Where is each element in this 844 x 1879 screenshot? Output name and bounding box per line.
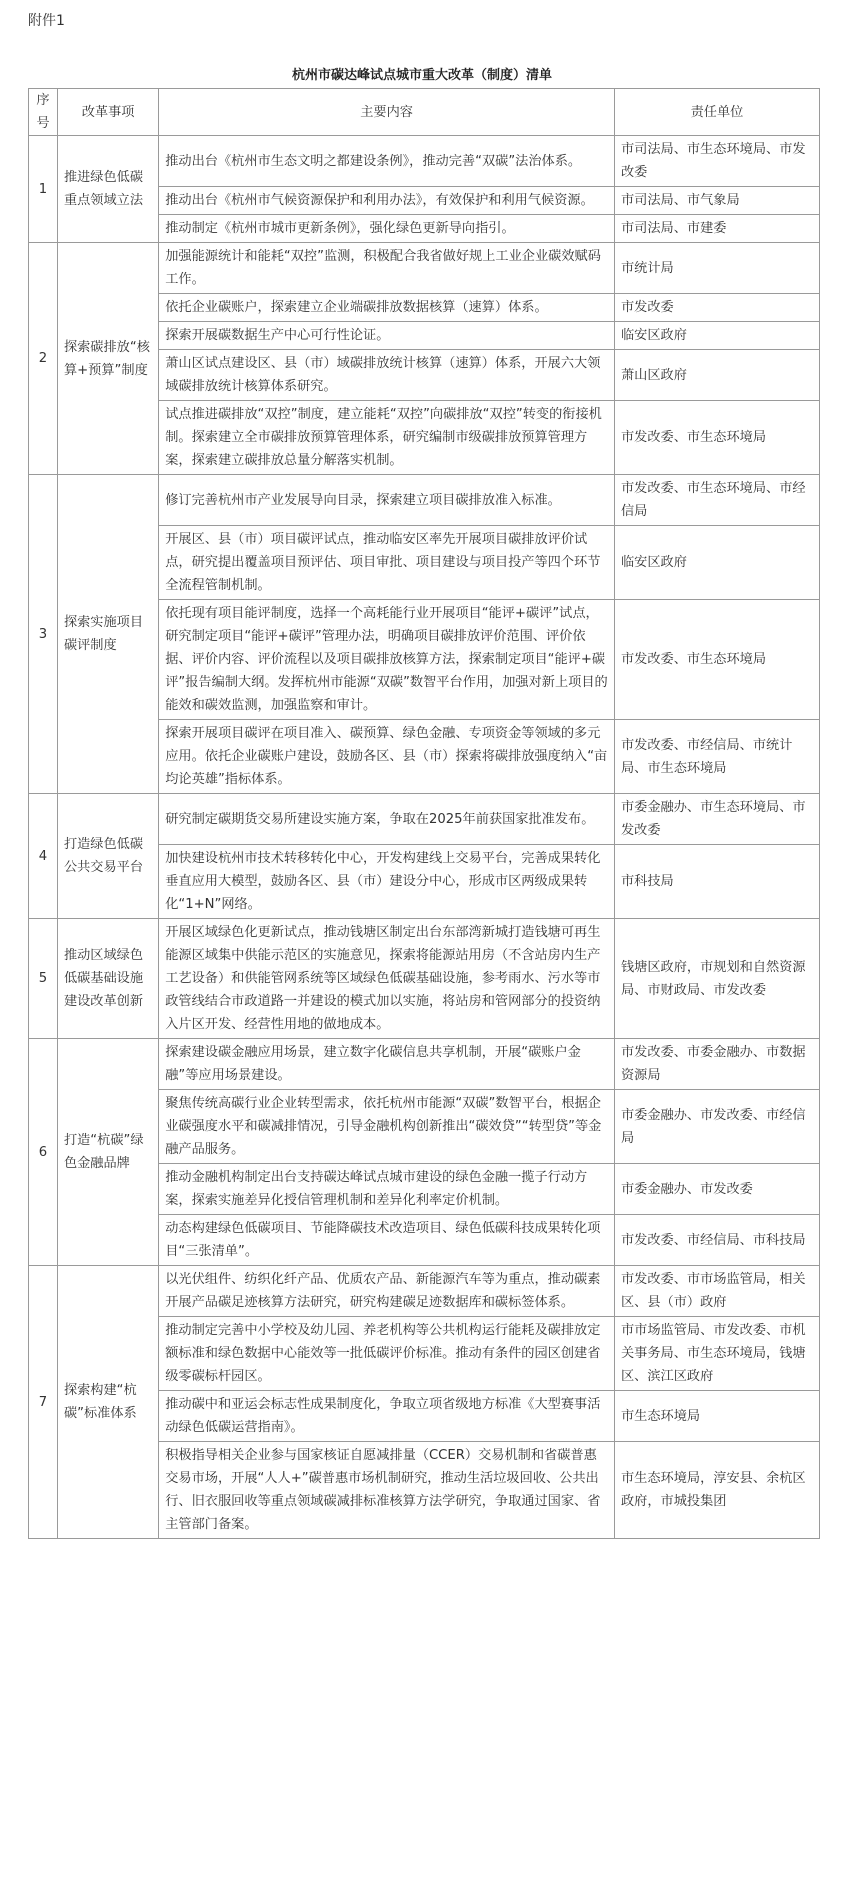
reform-item: 推进绿色低碳重点领域立法 bbox=[57, 136, 158, 243]
responsible-unit-cell: 市委金融办、市发改委、市经信局 bbox=[615, 1090, 820, 1164]
table-header-row bbox=[29, 89, 820, 136]
main-content-cell: 探索开展项目碳评在项目准入、碳预算、绿色金融、专项资金等领域的多元应用。依托企业碳账户建设，鼓励各区、县（市）探索将碳排放强度纳入“亩均论英雄”指标体系。 bbox=[159, 720, 615, 794]
reform-number: 3 bbox=[29, 475, 58, 794]
reform-item: 探索实施项目碳评制度 bbox=[57, 475, 158, 794]
responsible-unit-cell: 市司法局、市建委 bbox=[615, 215, 820, 243]
reform-item: 推动区域绿色低碳基础设施建设改革创新 bbox=[57, 919, 158, 1039]
table-row bbox=[29, 1039, 820, 1090]
reform-number: 1 bbox=[29, 136, 58, 243]
main-content-cell: 依托企业碳账户，探索建立企业端碳排放数据核算（速算）体系。 bbox=[159, 294, 615, 322]
main-content-cell: 推动制定《杭州市城市更新条例》，强化绿色更新导向指引。 bbox=[159, 215, 615, 243]
table-row bbox=[29, 475, 820, 526]
responsible-unit-cell: 市生态环境局 bbox=[615, 1391, 820, 1442]
responsible-unit-cell: 市发改委、市市场监管局，相关区、县（市）政府 bbox=[615, 1266, 820, 1317]
main-content-cell: 研究制定碳期货交易所建设实施方案，争取在2025年前获国家批准发布。 bbox=[159, 794, 615, 845]
responsible-unit-cell: 市发改委、市生态环境局 bbox=[615, 401, 820, 475]
reform-number: 2 bbox=[29, 243, 58, 475]
main-content-cell: 修订完善杭州市产业发展导向目录，探索建立项目碳排放准入标准。 bbox=[159, 475, 615, 526]
responsible-unit-cell: 市生态环境局，淳安县、余杭区政府，市城投集团 bbox=[615, 1442, 820, 1539]
main-content-cell: 推动制定完善中小学校及幼儿园、养老机构等公共机构运行能耗及碳排放定额标准和绿色数据中心能效等一批低碳评价标准。推动有条件的园区创建省级零碳标杆园区。 bbox=[159, 1317, 615, 1391]
responsible-unit-cell: 钱塘区政府，市规划和自然资源局、市财政局、市发改委 bbox=[615, 919, 820, 1039]
main-content-cell: 加快建设杭州市技术转移转化中心，开发构建线上交易平台，完善成果转化垂直应用大模型，鼓励各区、县（市）建设分中心，形成市区两级成果转化“1+N”网络。 bbox=[159, 845, 615, 919]
responsible-unit-cell: 市统计局 bbox=[615, 243, 820, 294]
reform-number: 5 bbox=[29, 919, 58, 1039]
main-content-cell: 推动金融机构制定出台支持碳达峰试点城市建设的绿色金融一揽子行动方案，探索实施差异化授信管理机制和差异化利率定价机制。 bbox=[159, 1164, 615, 1215]
responsible-unit-cell: 市委金融办、市发改委 bbox=[615, 1164, 820, 1215]
responsible-unit-cell: 市发改委、市委金融办、市数据资源局 bbox=[615, 1039, 820, 1090]
responsible-unit-cell: 市发改委、市生态环境局 bbox=[615, 600, 820, 720]
responsible-unit-cell: 临安区政府 bbox=[615, 526, 820, 600]
responsible-unit-cell: 市发改委、市经信局、市科技局 bbox=[615, 1215, 820, 1266]
table-row bbox=[29, 794, 820, 845]
main-content-cell: 推动出台《杭州市气候资源保护和利用办法》，有效保护和利用气候资源。 bbox=[159, 187, 615, 215]
header-item: 改革事项 bbox=[57, 89, 158, 136]
main-content-cell: 试点推进碳排放“双控”制度，建立能耗“双控”向碳排放“双控”转变的衔接机制。探索建立全市碳排放预算管理体系，研究编制市级碳排放预算管理方案，探索建立碳排放总量分解落实机制。 bbox=[159, 401, 615, 475]
main-content-cell: 推动出台《杭州市生态文明之都建设条例》，推动完善“双碳”法治体系。 bbox=[159, 136, 615, 187]
table-row bbox=[29, 919, 820, 1039]
table-row bbox=[29, 136, 820, 187]
attachment-label: 附件1 bbox=[28, 13, 65, 29]
main-content-cell: 萧山区试点建设区、县（市）域碳排放统计核算（速算）体系，开展六大领域碳排放统计核算体系研究。 bbox=[159, 350, 615, 401]
responsible-unit-cell: 市发改委、市生态环境局、市经信局 bbox=[615, 475, 820, 526]
reform-number: 7 bbox=[29, 1266, 58, 1539]
reform-item: 探索碳排放“核算+预算”制度 bbox=[57, 243, 158, 475]
responsible-unit-cell: 市市场监管局、市发改委、市机关事务局、市生态环境局，钱塘区、滨江区政府 bbox=[615, 1317, 820, 1391]
reform-item: 打造绿色低碳公共交易平台 bbox=[57, 794, 158, 919]
responsible-unit-cell: 市司法局、市气象局 bbox=[615, 187, 820, 215]
main-content-cell: 聚焦传统高碳行业企业转型需求，依托杭州市能源“双碳”数智平台，根据企业碳强度水平和碳减排情况，引导金融机构创新推出“碳效贷”“转型贷”等金融产品服务。 bbox=[159, 1090, 615, 1164]
reform-list-table bbox=[28, 88, 820, 1539]
table-row bbox=[29, 1266, 820, 1317]
table-body bbox=[29, 136, 820, 1539]
main-content-cell: 探索建设碳金融应用场景，建立数字化碳信息共享机制，开展“碳账户金融”等应用场景建设。 bbox=[159, 1039, 615, 1090]
main-content-cell: 探索开展碳数据生产中心可行性论证。 bbox=[159, 322, 615, 350]
main-content-cell: 开展区域绿色化更新试点，推动钱塘区制定出台东部湾新城打造钱塘可再生能源区域集中供能示范区的实施意见，探索将能源站用房（不含站房内生产工艺设备）和供能管网系统等区域绿色低碳基础设施，参考雨水、污水等市政管线结合市政道路一并建设的模式加以实施，将站房和管网部分的投资纳入片区开发、经营性用地的做地成本。 bbox=[159, 919, 615, 1039]
main-content-cell: 动态构建绿色低碳项目、节能降碳技术改造项目、绿色低碳科技成果转化项目“三张清单”。 bbox=[159, 1215, 615, 1266]
main-content-cell: 依托现有项目能评制度，选择一个高耗能行业开展项目“能评+碳评”试点，研究制定项目“能评+碳评”管理办法，明确项目碳排放评价范围、评价依据、评价内容、评价流程以及项目碳排放核算方法，探索制定项目“能评+碳评”报告编制大纲。发挥杭州市能源“双碳”数智平台作用，加强对新上项目的能效和碳效监测，加强监察和审计。 bbox=[159, 600, 615, 720]
responsible-unit-cell: 市发改委 bbox=[615, 294, 820, 322]
main-content-cell: 加强能源统计和能耗“双控”监测，积极配合我省做好规上工业企业碳效赋码工作。 bbox=[159, 243, 615, 294]
responsible-unit-cell: 市科技局 bbox=[615, 845, 820, 919]
responsible-unit-cell: 市委金融办、市生态环境局、市发改委 bbox=[615, 794, 820, 845]
responsible-unit-cell: 临安区政府 bbox=[615, 322, 820, 350]
main-content-cell: 推动碳中和亚运会标志性成果制度化，争取立项省级地方标准《大型赛事活动绿色低碳运营指南》。 bbox=[159, 1391, 615, 1442]
table-row bbox=[29, 243, 820, 294]
document-title: 杭州市碳达峰试点城市重大改革（制度）清单 bbox=[291, 68, 552, 83]
responsible-unit-cell: 市发改委、市经信局、市统计局、市生态环境局 bbox=[615, 720, 820, 794]
main-content-cell: 积极指导相关企业参与国家核证自愿减排量（CCER）交易机制和省碳普惠交易市场，开展“人人+”碳普惠市场机制研究，推动生活垃圾回收、公共出行、旧衣服回收等重点领域碳减排标准核算方法学研究，争取通过国家、省主管部门备案。 bbox=[159, 1442, 615, 1539]
header-no: 序号 bbox=[29, 89, 58, 136]
responsible-unit-cell: 萧山区政府 bbox=[615, 350, 820, 401]
main-content-cell: 开展区、县（市）项目碳评试点，推动临安区率先开展项目碳排放评价试点，研究提出覆盖项目预评估、项目审批、项目建设与项目投产等四个环节全流程管制机制。 bbox=[159, 526, 615, 600]
main-content-cell: 以光伏组件、纺织化纤产品、优质农产品、新能源汽车等为重点，推动碳素开展产品碳足迹核算方法研究，研究构建碳足迹数据库和碳标签体系。 bbox=[159, 1266, 615, 1317]
reform-item: 探索构建“杭碳”标准体系 bbox=[57, 1266, 158, 1539]
responsible-unit-cell: 市司法局、市生态环境局、市发改委 bbox=[615, 136, 820, 187]
reform-item: 打造“杭碳”绿色金融品牌 bbox=[57, 1039, 158, 1266]
header-unit: 责任单位 bbox=[615, 89, 820, 136]
header-content: 主要内容 bbox=[159, 89, 615, 136]
reform-number: 4 bbox=[29, 794, 58, 919]
reform-number: 6 bbox=[29, 1039, 58, 1266]
